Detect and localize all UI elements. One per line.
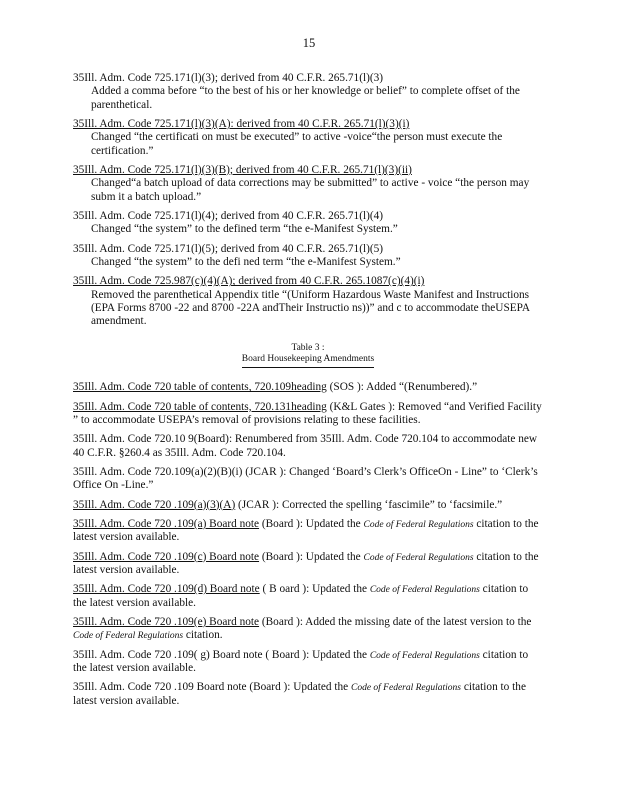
- amendment-entry: [73, 210, 543, 237]
- amendment-entry: [73, 433, 543, 460]
- entry-citation: 35Ill. Adm. Code 725.171(l)(4); derived from 40 C.F.R. 265.71(l)(4): [73, 209, 384, 222]
- cfr-title: Code of Federal Regulations: [369, 650, 480, 661]
- entry-description: ( B oard ): Updated the: [259, 583, 370, 596]
- entry-citation: 35Ill. Adm. Code 725.171(l)(3)(A): derived from 40 C.F.R. 265.71(l)(3)(i): [73, 117, 410, 130]
- amendment-entry: [73, 466, 543, 493]
- amendment-entry: [73, 616, 543, 643]
- cfr-title: Code of Federal Regulations: [363, 519, 474, 530]
- entry-description-tail: citation to the latest version available.: [73, 550, 539, 576]
- cfr-title: Code of Federal Regulations: [73, 631, 184, 642]
- entry-description-tail: citation to the latest version available.: [73, 583, 529, 609]
- entry-citation: 35Ill. Adm. Code 725.171(l)(3)(B); derived from 40 C.F.R. 265.71(l)(3)(ii): [73, 163, 412, 176]
- entry-citation: 35Ill. Adm. Code 725.171(l)(3); derived from 40 C.F.R. 265.71(l)(3): [73, 72, 384, 84]
- entry-description-tail: citation.: [183, 629, 223, 642]
- amendment-entry: [73, 649, 543, 676]
- cfr-title: Code of Federal Regulations: [369, 585, 480, 596]
- entry-citation: 35Ill. Adm. Code 725.987(c)(4)(A); derived from 40 C.F.R. 265.1087(c)(4)(i): [73, 275, 425, 288]
- entry-description: (JCAR ): Corrected the spelling ‘fascimile” to ‘facsimile.”: [235, 498, 503, 511]
- entry-description: (Board ): Added the missing date of the latest version to the: [259, 615, 532, 628]
- entry-citation: 35Ill. Adm. Code 720 .109(a)(3)(A): [73, 498, 236, 511]
- cfr-title: Code of Federal Regulations: [363, 552, 474, 563]
- amendment-entry: [73, 583, 543, 610]
- entry-description: Removed the parenthetical Appendix title “(Uniform Hazardous Waste Manifest and Instructions (EPA Forms 8700 -22 and 8700 -22A andTheir Instructio ns))” and c to accommodate theUSEPA amendment.: [91, 288, 530, 328]
- document-body: [73, 72, 543, 714]
- entry-citation: 35Ill. Adm. Code 720 .109(c) Board note: [73, 550, 260, 563]
- entry-citation: 35Ill. Adm. Code 720 table of contents, 720.131heading: [73, 400, 327, 413]
- entry-text: 35Ill. Adm. Code 720 .109 Board note (Board ): Updated the: [73, 681, 351, 694]
- amendment-entry: [73, 681, 543, 708]
- entry-text: 35Ill. Adm. Code 720 .109( g) Board note ( Board ): Updated the: [73, 648, 370, 661]
- entry-description-tail: citation to the latest version available.: [73, 517, 539, 544]
- amendment-entry: [73, 243, 543, 270]
- entry-citation: 35Ill. Adm. Code 720 table of contents, 720.109heading: [73, 381, 327, 394]
- page-number: 15: [302, 36, 316, 50]
- entry-description: Added a comma before “to the best of his or her knowledge or belief” to complete offset of the parenthetical.: [91, 85, 520, 111]
- entry-description: (SOS ): Added “(Renumbered).”: [326, 381, 478, 394]
- table-title: [73, 343, 543, 369]
- entry-description-tail: citation to the latest version available.: [73, 681, 526, 707]
- amendment-entry: [73, 275, 543, 328]
- amendment-entry: [73, 72, 543, 112]
- cfr-title: Code of Federal Regulations: [350, 683, 462, 694]
- amendment-entry: [73, 551, 543, 578]
- table-caption: Board Housekeeping Amendments: [242, 354, 374, 368]
- amendment-entry: [73, 118, 543, 158]
- amendment-entry: [73, 401, 543, 428]
- entry-citation: 35Ill. Adm. Code 725.171(l)(5); derived from 40 C.F.R. 265.71(l)(5): [73, 242, 384, 255]
- entry-description: (Board ): Updated the: [259, 517, 364, 530]
- entry-description: (K&L Gates ): Removed “and Verified Facility ” to accommodate USEPA’s removal of provisions relating to these facilities.: [73, 400, 542, 426]
- table-number: Table 3 :: [291, 342, 325, 353]
- entry-text: 35Ill. Adm. Code 720.109(a)(2)(B)(i) (JCAR ): Changed ‘Board’s Clerk’s OfficeOn - Line” to ‘Clerk’s Office On -Line.”: [73, 465, 538, 492]
- amendment-entry: [73, 164, 543, 204]
- entry-description: Changed “the system” to the defi ned term “the e-Manifest System.”: [91, 255, 401, 268]
- amendment-entry: [73, 381, 543, 394]
- entry-description-tail: citation to the latest version available.: [73, 648, 529, 674]
- entry-description: Changed “the certificati on must be executed” to active -voice“the person must execute the certification.”: [91, 131, 503, 157]
- entry-text: 35Ill. Adm. Code 720.10 9(Board): Renumbered from 35Ill. Adm. Code 720.104 to accommodate new 40 C.F.R. §260.4 as 35Ill. Adm. Code 720.104.: [73, 433, 538, 459]
- entry-description: (Board ): Updated the: [259, 550, 364, 563]
- entry-citation: 35Ill. Adm. Code 720 .109(a) Board note: [73, 517, 260, 530]
- entry-citation: 35Ill. Adm. Code 720 .109(e) Board note: [73, 615, 260, 628]
- entry-citation: 35Ill. Adm. Code 720 .109(d) Board note: [73, 583, 260, 596]
- amendment-entry: [73, 499, 543, 512]
- entry-description: Changed“a batch upload of data corrections may be submitted” to active - voice “the person may subm it a batch upload.”: [91, 177, 530, 203]
- entry-description: Changed “the system” to the defined term “the e-Manifest System.”: [91, 223, 398, 236]
- amendment-entry: [73, 518, 543, 545]
